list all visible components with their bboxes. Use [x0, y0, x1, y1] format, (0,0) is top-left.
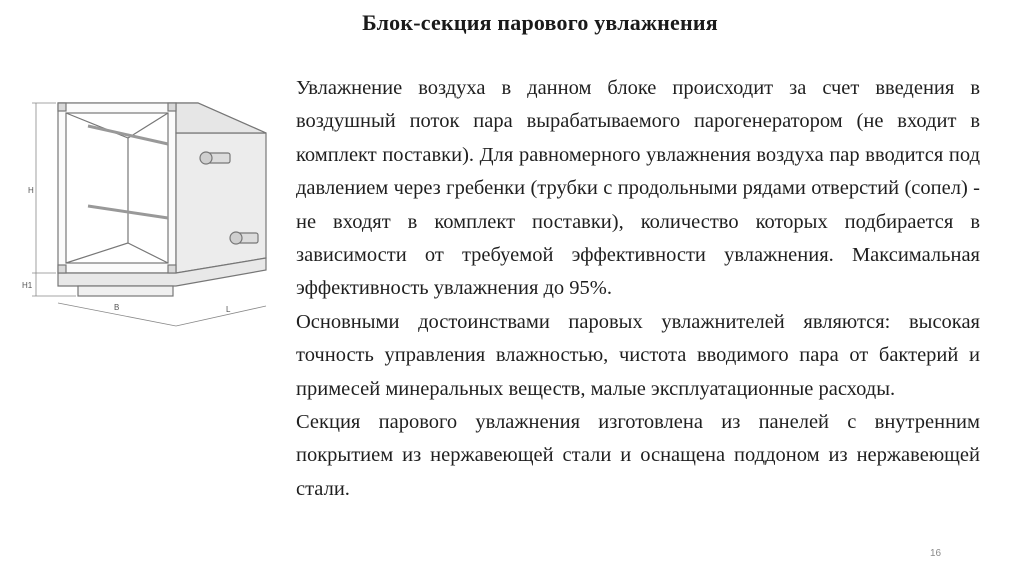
- dimension-b-label: B: [114, 303, 120, 312]
- dimension-l-label: L: [226, 305, 231, 314]
- paragraph-advantages: Основными достоинствами паровых увлажнителей являются: высокая точность управления влажностью, чистота вводимого пара от бактерий и примесей минеральных веществ, малые эксплуатационные расходы.: [296, 310, 980, 400]
- paragraph-construction: Секция парового увлажнения изготовлена из панелей с внутренним покрытием из нержавеющей стали и оснащена поддоном из нержавеющей стали.: [296, 411, 980, 500]
- page-number: 16: [930, 548, 942, 559]
- humidifier-section-drawing: [18, 78, 280, 340]
- humidifier-section-svg: [18, 78, 280, 340]
- slide-title-text: Блок-секция парового увлажнения: [362, 10, 718, 35]
- dimension-h-label: H: [28, 186, 34, 195]
- paragraph-description: Увлажнение воздуха в данном блоке происходит за счет введения в воздушный поток пара вырабатываемого парогенератором (не входит в комплект поставки). Для равномерного увлажнения воздуха пар вводится под давлением через гребенки (трубки с продольными рядами отверстий (сопел) - не входят в комплект поставки), количество которых подбирается в зависимости от требуемой эффективности увлажнения. Максимальная эффективность увлажнения до 95%.: [296, 77, 980, 300]
- slide-title: [0, 10, 1024, 36]
- body-text: [296, 72, 980, 506]
- dimension-h1-label: H1: [22, 281, 33, 290]
